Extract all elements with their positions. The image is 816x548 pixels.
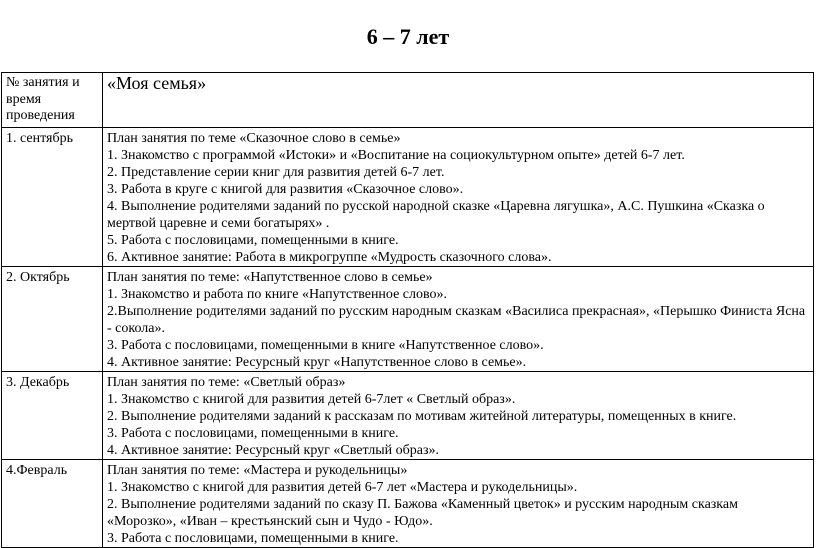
plan-line: 3. Работа с пословицами, помещенными в книге. — [107, 426, 399, 441]
plan-line: План занятия по теме: «Светлый образ» — [107, 375, 346, 390]
plan-line: 3. Работа в круге с книгой для развития «Сказочное слово». — [107, 182, 464, 197]
plan-line: 1. Знакомство с программой «Истоки» и «Воспитание на социокультурном опыте» детей 6-7 лет. — [107, 148, 685, 163]
plan-line: План занятия по теме «Сказочное слово в семье» — [107, 131, 401, 146]
plan-line: 5. Работа с пословицами, помещенными в книге. — [107, 233, 399, 248]
row-month: 2. Октябрь — [2, 267, 103, 372]
row-month: 1. сентябрь — [2, 128, 103, 267]
plan-line: План занятия по теме: «Мастера и рукодельницы» — [107, 463, 408, 478]
table-header-row — [2, 73, 814, 128]
row-plan — [103, 460, 814, 548]
row-month: 4.Февраль — [2, 460, 103, 548]
table-row — [2, 267, 814, 372]
row-month: 3. Декабрь — [2, 372, 103, 460]
header-lesson-number-time: № занятия и время проведения — [2, 73, 103, 128]
plan-line: 2.Выполнение родителями заданий по русским народным сказкам «Василиса прекрасная», «Перышко Финиста Ясна - сокола». — [107, 304, 806, 336]
page-title: 6 – 7 лет — [366, 24, 450, 49]
table-row — [2, 128, 814, 267]
plan-line: 3. Работа с пословицами, помещенными в книге. — [107, 531, 399, 546]
row-plan — [103, 372, 814, 460]
plan-line: 1. Знакомство с книгой для развития детей 6-7 лет «Мастера и рукодельницы». — [107, 480, 578, 495]
plan-line: 1. Знакомство и работа по книге «Напутственное слово». — [107, 287, 448, 302]
plan-line: 4. Активное занятие: Ресурсный круг «Светлый образ». — [107, 443, 439, 458]
table-row — [2, 372, 814, 460]
row-plan — [103, 128, 814, 267]
plan-line: 2. Представление серии книг для развития детей 6-7 лет. — [107, 165, 445, 180]
plan-line: 6. Активное занятие: Работа в микрогруппе «Мудрость сказочного слова». — [107, 250, 552, 265]
lesson-plan-table — [1, 72, 814, 548]
plan-line: 2. Выполнение родителями заданий к рассказам по мотивам житейной литературы, помещенных в книге. — [107, 409, 737, 424]
header-topic: «Моя семья» — [103, 73, 814, 128]
table-row — [2, 460, 814, 548]
plan-line: 4. Выполнение родителями заданий по русской народной сказке «Царевна лягушка», А.С. Пушкина «Сказка о мертвой царевне и семи богатырях» . — [107, 199, 765, 231]
plan-line: 3. Работа с пословицами, помещенными в книге «Напутственное слово». — [107, 338, 544, 353]
plan-line: План занятия по теме: «Напутственное слово в семье» — [107, 270, 433, 285]
plan-line: 4. Активное занятие: Ресурсный круг «Напутственное слово в семье». — [107, 355, 527, 370]
row-plan — [103, 267, 814, 372]
plan-line: 2. Выполнение родителями заданий по сказу П. Бажова «Каменный цветок» и русским народным сказкам «Морозко», «Иван – крестьянский сын и Чудо - Юдо». — [107, 497, 738, 529]
plan-line: 1. Знакомство с книгой для развития детей 6-7лет « Светлый образ». — [107, 392, 516, 407]
